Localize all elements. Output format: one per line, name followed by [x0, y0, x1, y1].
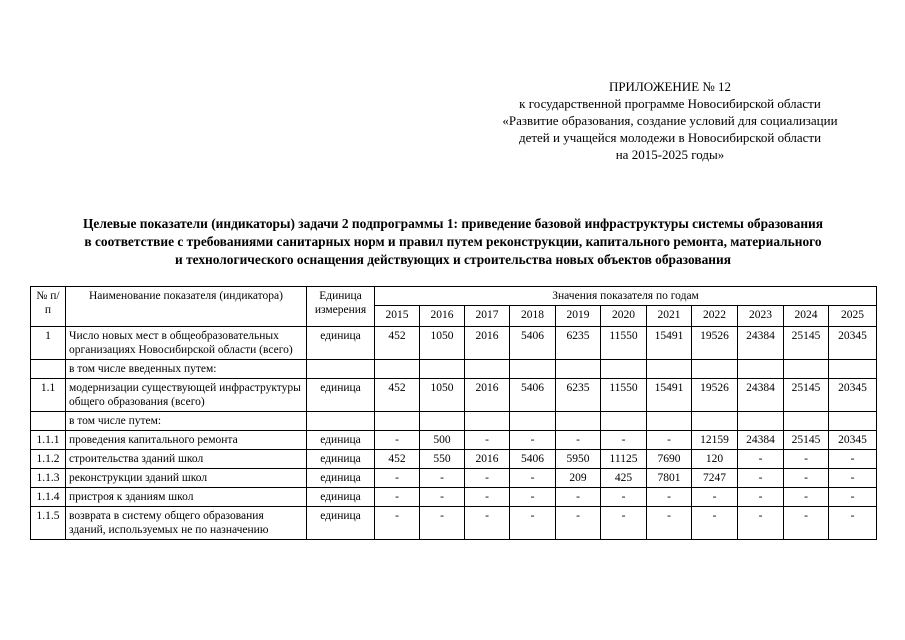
- value-cell: [829, 412, 877, 431]
- value-cell: -: [784, 507, 829, 540]
- value-cell: 120: [692, 450, 738, 469]
- unit-cell: [307, 360, 375, 379]
- value-cell: [420, 360, 465, 379]
- table-row: [31, 469, 877, 488]
- value-cell: 25145: [784, 431, 829, 450]
- value-cell: 25145: [784, 379, 829, 412]
- value-cell: 25145: [784, 327, 829, 360]
- table-row: [31, 412, 877, 431]
- value-cell: [375, 360, 420, 379]
- document-title: [20, 215, 886, 269]
- value-cell: -: [420, 488, 465, 507]
- value-cell: -: [829, 450, 877, 469]
- value-cell: -: [738, 507, 784, 540]
- value-cell: [510, 412, 556, 431]
- table-row: [31, 360, 877, 379]
- value-cell: 15491: [647, 327, 692, 360]
- value-cell: 7801: [647, 469, 692, 488]
- value-cell: 6235: [556, 379, 601, 412]
- table-row: [31, 450, 877, 469]
- value-cell: -: [465, 507, 510, 540]
- year-header: 2020: [601, 306, 647, 327]
- value-cell: 2016: [465, 450, 510, 469]
- value-cell: -: [601, 488, 647, 507]
- value-cell: -: [510, 431, 556, 450]
- value-cell: [784, 360, 829, 379]
- row-number: 1.1.3: [31, 469, 66, 488]
- value-cell: 2016: [465, 327, 510, 360]
- title-line: в соответствие с требованиями санитарных норм и правил путем реконструкции, капитального ремонта, материального: [84, 234, 822, 249]
- value-cell: [601, 412, 647, 431]
- value-cell: -: [784, 488, 829, 507]
- appendix-line: ПРИЛОЖЕНИЕ № 12: [608, 79, 732, 94]
- indicator-name: модернизации существующей инфраструктуры общего образования (всего): [66, 379, 307, 412]
- value-cell: -: [465, 469, 510, 488]
- value-cell: -: [510, 507, 556, 540]
- value-cell: [738, 360, 784, 379]
- unit-cell: единица: [307, 450, 375, 469]
- value-cell: -: [784, 469, 829, 488]
- year-header: 2017: [465, 306, 510, 327]
- indicator-name: проведения капитального ремонта: [66, 431, 307, 450]
- year-header: 2024: [784, 306, 829, 327]
- table-row: [31, 431, 877, 450]
- value-cell: [738, 412, 784, 431]
- indicators-table: [30, 286, 877, 540]
- value-cell: 24384: [738, 431, 784, 450]
- value-cell: -: [465, 488, 510, 507]
- value-cell: -: [375, 488, 420, 507]
- title-line: и технологического оснащения действующих и строительства новых объектов образования: [175, 252, 731, 267]
- row-number: 1.1.4: [31, 488, 66, 507]
- value-cell: 19526: [692, 327, 738, 360]
- value-cell: 550: [420, 450, 465, 469]
- year-header: 2015: [375, 306, 420, 327]
- value-cell: 15491: [647, 379, 692, 412]
- value-cell: [556, 360, 601, 379]
- unit-cell: [307, 412, 375, 431]
- appendix-line: детей и учащейся молодежи в Новосибирской области: [518, 130, 822, 145]
- appendix-heading: [470, 78, 870, 163]
- value-cell: -: [556, 507, 601, 540]
- col-header-unit: Единица измерения: [307, 287, 375, 327]
- value-cell: -: [556, 488, 601, 507]
- value-cell: [692, 412, 738, 431]
- value-cell: -: [738, 450, 784, 469]
- value-cell: [420, 412, 465, 431]
- year-header: 2019: [556, 306, 601, 327]
- value-cell: -: [375, 469, 420, 488]
- header-row: [31, 287, 877, 306]
- appendix-line: на 2015-2025 годы»: [615, 147, 725, 162]
- value-cell: -: [647, 488, 692, 507]
- value-cell: [647, 412, 692, 431]
- value-cell: -: [829, 507, 877, 540]
- unit-cell: единица: [307, 379, 375, 412]
- value-cell: -: [420, 507, 465, 540]
- year-header: 2022: [692, 306, 738, 327]
- value-cell: -: [647, 507, 692, 540]
- value-cell: 12159: [692, 431, 738, 450]
- value-cell: -: [647, 431, 692, 450]
- value-cell: 20345: [829, 327, 877, 360]
- value-cell: 24384: [738, 379, 784, 412]
- value-cell: 425: [601, 469, 647, 488]
- value-cell: 11550: [601, 379, 647, 412]
- indicator-name: возврата в систему общего образования зданий, используемых не по назначению: [66, 507, 307, 540]
- year-header: 2025: [829, 306, 877, 327]
- value-cell: -: [375, 507, 420, 540]
- value-cell: [601, 360, 647, 379]
- value-cell: -: [738, 488, 784, 507]
- row-number: 1.1.5: [31, 507, 66, 540]
- value-cell: -: [692, 507, 738, 540]
- value-cell: [692, 360, 738, 379]
- year-header: 2021: [647, 306, 692, 327]
- value-cell: -: [829, 469, 877, 488]
- year-header: 2016: [420, 306, 465, 327]
- value-cell: 11550: [601, 327, 647, 360]
- unit-cell: единица: [307, 488, 375, 507]
- col-header-name: Наименование показателя (индикатора): [66, 287, 307, 327]
- row-number: [31, 360, 66, 379]
- value-cell: -: [738, 469, 784, 488]
- table-row: [31, 327, 877, 360]
- unit-cell: единица: [307, 469, 375, 488]
- value-cell: -: [556, 431, 601, 450]
- row-number: [31, 412, 66, 431]
- indicator-name: Число новых мест в общеобразовательных организациях Новосибирской области (всего): [66, 327, 307, 360]
- value-cell: 5406: [510, 450, 556, 469]
- value-cell: 20345: [829, 379, 877, 412]
- row-number: 1: [31, 327, 66, 360]
- value-cell: -: [420, 469, 465, 488]
- year-header: 2018: [510, 306, 556, 327]
- value-cell: 5406: [510, 379, 556, 412]
- appendix-line: к государственной программе Новосибирской области: [519, 96, 821, 111]
- value-cell: -: [465, 431, 510, 450]
- value-cell: 209: [556, 469, 601, 488]
- unit-cell: единица: [307, 327, 375, 360]
- value-cell: 2016: [465, 379, 510, 412]
- value-cell: -: [601, 507, 647, 540]
- table-row: [31, 379, 877, 412]
- value-cell: 1050: [420, 379, 465, 412]
- value-cell: [375, 412, 420, 431]
- value-cell: [510, 360, 556, 379]
- value-cell: 20345: [829, 431, 877, 450]
- value-cell: [784, 412, 829, 431]
- value-cell: 7690: [647, 450, 692, 469]
- value-cell: 452: [375, 379, 420, 412]
- value-cell: -: [829, 488, 877, 507]
- value-cell: -: [510, 469, 556, 488]
- value-cell: 1050: [420, 327, 465, 360]
- indicator-name: в том числе введенных путем:: [66, 360, 307, 379]
- value-cell: [465, 412, 510, 431]
- value-cell: 5406: [510, 327, 556, 360]
- appendix-line: «Развитие образования, создание условий для социализации: [502, 113, 838, 128]
- value-cell: [829, 360, 877, 379]
- year-header: 2023: [738, 306, 784, 327]
- row-number: 1.1: [31, 379, 66, 412]
- table-body: [31, 327, 877, 540]
- table-row: [31, 488, 877, 507]
- value-cell: -: [375, 431, 420, 450]
- value-cell: [465, 360, 510, 379]
- col-header-values-group: Значения показателя по годам: [375, 287, 877, 306]
- value-cell: 500: [420, 431, 465, 450]
- unit-cell: единица: [307, 431, 375, 450]
- value-cell: -: [510, 488, 556, 507]
- value-cell: 19526: [692, 379, 738, 412]
- value-cell: 24384: [738, 327, 784, 360]
- indicator-name: пристроя к зданиям школ: [66, 488, 307, 507]
- indicator-name: реконструкции зданий школ: [66, 469, 307, 488]
- col-header-num: № п/п: [31, 287, 66, 327]
- value-cell: 5950: [556, 450, 601, 469]
- value-cell: [556, 412, 601, 431]
- table-row: [31, 507, 877, 540]
- value-cell: -: [784, 450, 829, 469]
- indicator-name: строительства зданий школ: [66, 450, 307, 469]
- value-cell: 452: [375, 450, 420, 469]
- value-cell: -: [601, 431, 647, 450]
- value-cell: -: [692, 488, 738, 507]
- value-cell: 6235: [556, 327, 601, 360]
- indicator-name: в том числе путем:: [66, 412, 307, 431]
- value-cell: 452: [375, 327, 420, 360]
- row-number: 1.1.1: [31, 431, 66, 450]
- value-cell: [647, 360, 692, 379]
- unit-cell: единица: [307, 507, 375, 540]
- value-cell: 7247: [692, 469, 738, 488]
- row-number: 1.1.2: [31, 450, 66, 469]
- value-cell: 11125: [601, 450, 647, 469]
- title-line: Целевые показатели (индикаторы) задачи 2 подпрограммы 1: приведение базовой инфраструктуры системы образования: [82, 216, 824, 231]
